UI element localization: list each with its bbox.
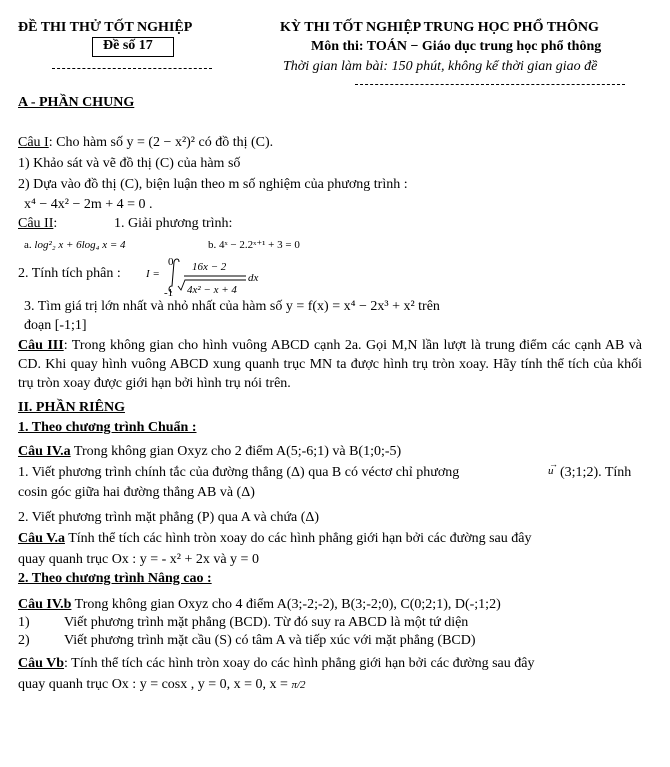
q2-a-label: a. [24, 239, 32, 251]
integral-lower: -1 [164, 287, 174, 299]
q2-b-equation: 4ˣ − 2.2ˣ⁺¹ + 3 = 0 [219, 239, 300, 251]
q2-part3b: đoạn [-1;1] [24, 318, 87, 333]
subject-line: Môn thi: TOÁN − Giáo dục trung học phổ thông [311, 39, 602, 54]
q4b-item1-text: Viết phương trình mặt phẳng (BCD). Từ đó suy ra ABCD là một tứ diện [64, 615, 469, 630]
q1-line [18, 135, 273, 151]
q4b-item1-num: 1) [18, 615, 30, 630]
vector-arrow-icon: → [549, 459, 558, 469]
q1-part1: 1) Khảo sát và vẽ đồ thị (C) của hàm số [18, 156, 241, 171]
q5a-line1 [18, 531, 531, 547]
q1-label: Câu I [18, 135, 49, 150]
integral-upper: 0 [168, 256, 174, 268]
q2-a [24, 237, 126, 253]
q5b-pi-half: π/2 [291, 679, 306, 691]
q2-b-label: b. [208, 239, 217, 251]
header-right-title: KỲ THI TỐT NGHIỆP TRUNG HỌC PHỔ THÔNG [280, 20, 599, 35]
q4b-line [18, 597, 501, 613]
time-line: Thời gian làm bài: 150 phút, không kể thời gian giao đề [283, 59, 598, 74]
advanced-program-title: 2. Theo chương trình Nâng cao : [18, 571, 212, 586]
integral-numerator: 16x − 2 [192, 261, 227, 273]
q2-colon: : [53, 216, 58, 231]
q4a-part2: 2. Viết phương trình mặt phẳng (P) qua A và chứa (Δ) [18, 510, 320, 525]
q5b-text2: quay quanh trục Ox : y = cosx , y = 0, x = 0, x = [18, 677, 292, 692]
q1-equation: x⁴ − 4x² − 2m + 4 = 0 . [24, 197, 153, 212]
header-left-divider [52, 68, 212, 69]
q4b-label: Câu IV.b [18, 597, 72, 612]
q2-part2: 2. Tính tích phân : [18, 266, 121, 281]
q5a-line2: quay quanh trục Ox : y = - x² + 2x và y = 0 [18, 552, 259, 567]
q4b-item2-num: 2) [18, 633, 30, 648]
q5b-label: Câu Vb [18, 656, 65, 671]
q1-intro: : Cho hàm số y = (2 − x²)² có đồ thị (C). [48, 135, 274, 150]
q2-a-equation: log²₂ x + 6log₄ x = 4 [34, 239, 126, 251]
q4a-line [18, 444, 401, 460]
q4a-intro: Trong không gian Oxyz cho 2 điểm A(5;-6;1) và B(1;0;-5) [70, 444, 402, 459]
q4b-intro: Trong không gian Oxyz cho 4 điểm A(3;-2;-2), B(3;-2;0), C(0;2;1), D(-;1;2) [71, 597, 501, 612]
vector-u [548, 459, 558, 479]
standard-program-title: 1. Theo chương trình Chuẩn : [18, 420, 197, 435]
q2-line [18, 216, 57, 232]
q4a-part1c: cosin góc giữa hai đường thẳng AB và (Δ) [18, 485, 255, 500]
integral-dx: dx [248, 272, 259, 284]
q5b-line2 [18, 677, 306, 693]
q3-label: Câu III [18, 338, 64, 353]
section-b-title: II. PHẦN RIÊNG [18, 400, 125, 415]
q4a-label: Câu IV.a [18, 444, 71, 459]
q4a-part1a: 1. Viết phương trình chính tắc của đường thẳng (Δ) qua B có véctơ chỉ phương [18, 465, 460, 480]
q2-b [208, 237, 300, 253]
q2-part1: 1. Giải phương trình: [114, 216, 233, 231]
q5a-text1: Tính thể tích các hình tròn xoay do các hình phẳng giới hạn bởi các đường sau đây [64, 531, 532, 546]
vector-u-letter: u [548, 465, 554, 477]
q2-label: Câu II [18, 216, 54, 231]
q2-part3a: 3. Tìm giá trị lớn nhất và nhỏ nhất của hàm số y = f(x) = x⁴ − 2x³ + x² trên [24, 299, 440, 314]
q4b-item2-text: Viết phương trình mặt cầu (S) có tâm A và tiếp xúc với mặt phẳng (BCD) [64, 633, 476, 648]
header-right-divider [355, 84, 625, 85]
integral-denominator: 4x² − x + 4 [187, 284, 237, 296]
integral-I: I = [146, 268, 160, 280]
q3-paragraph [18, 336, 642, 393]
q5b-line1 [18, 656, 534, 672]
q4a-part1b: (3;1;2). Tính [560, 465, 632, 480]
exam-number: Đề số 17 [103, 38, 153, 53]
q3-text: : Trong không gian cho hình vuông ABCD cạnh 2a. Gọi M,N lần lượt là trung điểm các cạnh AB và CD. Khi quay hình vuông ABCD xung quanh trục MN ta được hình trụ tròn xoay. Hãy tính thể tích của khối trụ tròn xoay được giới hạn bởi hình trụ nói trên. [18, 338, 643, 391]
section-a-title: A - PHẦN CHUNG [18, 95, 135, 110]
q5b-text1: : Tính thể tích các hình tròn xoay do các hình phẳng giới hạn bởi các đường sau đây [64, 656, 535, 671]
header-left-title: ĐỀ THI THỬ TỐT NGHIỆP [18, 20, 193, 35]
q1-part2: 2) Dựa vào đồ thị (C), biện luận theo m số nghiệm của phương trình : [18, 177, 408, 192]
q5a-label: Câu V.a [18, 531, 65, 546]
